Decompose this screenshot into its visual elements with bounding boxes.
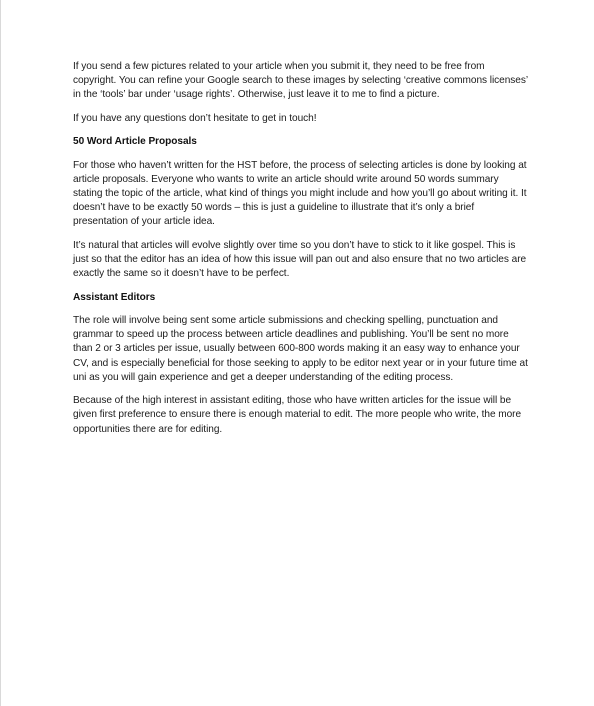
paragraph-proposals-evolve: It’s natural that articles will evolve slightly over time so you don’t have to stick to it like gospel. This is just so that the editor has an idea of how this issue will pan out and also ensure that no two articles are exactly the same so it doesn’t have to be perfect. bbox=[73, 239, 527, 280]
document-body bbox=[73, 60, 528, 446]
heading-assistant-editors: Assistant Editors bbox=[73, 291, 156, 303]
heading-article-proposals: 50 Word Article Proposals bbox=[73, 136, 197, 148]
paragraph-questions: If you have any questions don’t hesitate to get in touch! bbox=[73, 112, 317, 124]
paragraph-pictures-copyright: If you send a few pictures related to your article when you submit it, they need to be free from copyright. You can refine your Google search to these images by selecting ‘creative commons licenses’ in the ‘tools’ bar under ‘usage rights’. Otherwise, just leave it to me to find a picture. bbox=[73, 61, 528, 101]
paragraph-editor-preference: Because of the high interest in assistant editing, those who have written articles for the issue will be given first preference to ensure there is enough material to edit. The more people who write, the more opportunities there are for editing. bbox=[73, 395, 522, 435]
paragraph-proposals-process: For those who haven’t written for the HST before, the process of selecting articles is done by looking at article proposals. Everyone who wants to write an article should write around 50 words summary stating the topic of the article, what kind of things you might include and how you’ll go about writing it. It doesn’t have to be exactly 50 words – this is just a guideline to illustrate that it’s only a brief presentation of your article idea. bbox=[73, 159, 527, 228]
paragraph-editor-role: The role will involve being sent some article submissions and checking spelling, punctuation and grammar to speed up the process between article deadlines and publishing. You’ll be sent no more than 2 or 3 articles per issue, usually between 600-800 words making it an easy way to enhance your CV, and is especially beneficial for those seeking to apply to be editor next year or in your future time at uni as you will gain experience and get a deeper understanding of the editing process. bbox=[73, 314, 528, 383]
